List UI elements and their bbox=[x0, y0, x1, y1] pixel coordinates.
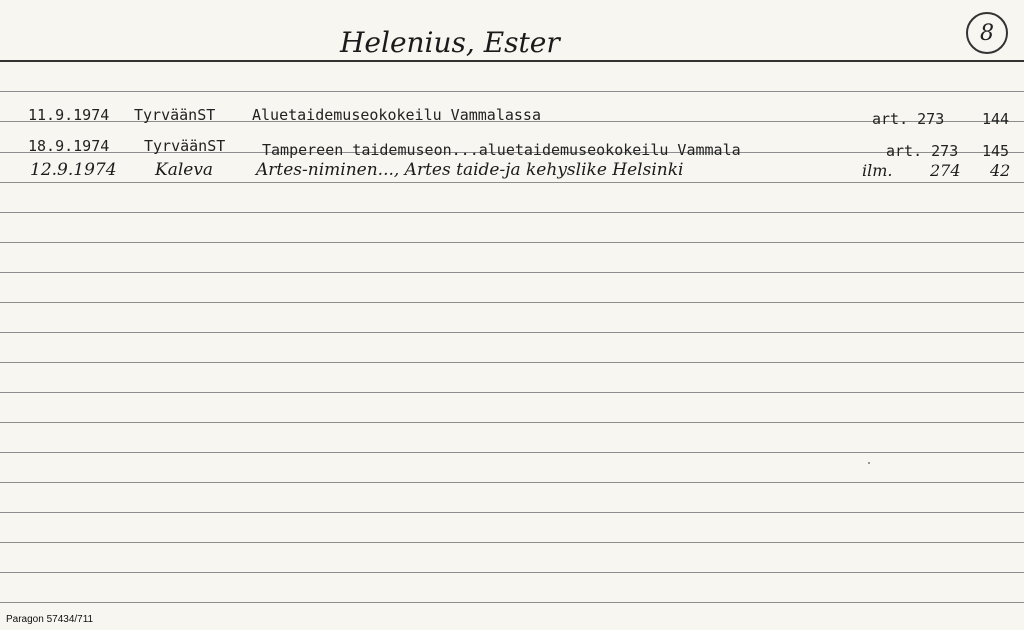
ruled-line bbox=[0, 572, 1024, 573]
ruled-line bbox=[0, 392, 1024, 393]
entry-title-handwritten: Artes-niminen..., Artes taide-ja kehyslike Helsinki bbox=[256, 160, 684, 180]
ruled-line bbox=[0, 332, 1024, 333]
entry-page: 144 bbox=[982, 110, 1010, 128]
ruled-line bbox=[0, 182, 1024, 183]
ruled-line bbox=[0, 242, 1024, 243]
ink-speck bbox=[868, 462, 870, 464]
ruled-line bbox=[0, 91, 1024, 92]
entry-ref: art. 273 bbox=[886, 142, 959, 160]
entry-date-handwritten: 12.9.1974 bbox=[30, 160, 117, 180]
entry-ref-handwritten: ilm. bbox=[862, 161, 893, 180]
card-number: 8 bbox=[980, 20, 994, 46]
header-rule bbox=[0, 60, 1024, 62]
entry-page-ref-handwritten: 274 bbox=[930, 161, 961, 180]
ruled-line bbox=[0, 482, 1024, 483]
ruled-line bbox=[0, 302, 1024, 303]
entry-date: 18.9.1974 bbox=[28, 137, 110, 155]
entry-title: Tampereen taidemuseon...aluetaidemuseokokeilu Vammala bbox=[262, 141, 741, 159]
entry-page-handwritten: 42 bbox=[990, 161, 1011, 180]
card-heading: Helenius, Ester bbox=[340, 26, 560, 59]
ruled-line bbox=[0, 272, 1024, 273]
ruled-line bbox=[0, 362, 1024, 363]
ruled-line bbox=[0, 212, 1024, 213]
ruled-line bbox=[0, 602, 1024, 603]
entry-page: 145 bbox=[982, 142, 1010, 160]
ruled-line bbox=[0, 512, 1024, 513]
entry-source-handwritten: Kaleva bbox=[155, 160, 214, 180]
entry-source: TyrväänST bbox=[144, 137, 226, 155]
ruled-line bbox=[0, 452, 1024, 453]
entry-date: 11.9.1974 bbox=[28, 106, 110, 124]
ruled-line bbox=[0, 542, 1024, 543]
card-number-circle bbox=[966, 12, 1008, 54]
entry-ref: art. 273 bbox=[872, 110, 945, 128]
entry-source: TyrväänST bbox=[134, 106, 216, 124]
card-footer: Paragon 57434/711 bbox=[6, 614, 94, 625]
ruled-line bbox=[0, 422, 1024, 423]
entry-title: Aluetaidemuseokokeilu Vammalassa bbox=[252, 106, 541, 124]
